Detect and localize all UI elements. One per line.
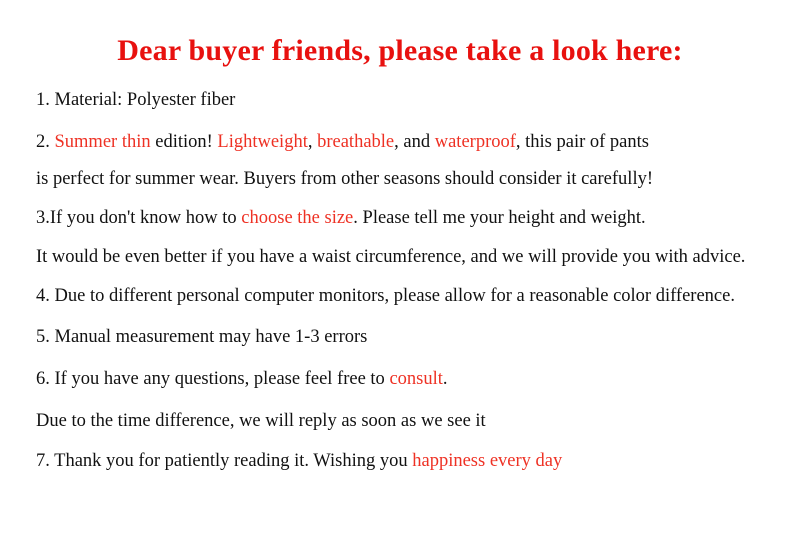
text-segment: is perfect for summer wear. Buyers from other seasons should consider it carefully! (36, 169, 653, 190)
text-segment: 2. (36, 132, 55, 153)
text-segment: , (307, 132, 318, 153)
notice-line-measurement-error (36, 326, 786, 348)
text-segment: , and (394, 132, 435, 153)
notice-list (14, 89, 786, 472)
notice-line-color-difference (36, 285, 786, 307)
text-segment: , this pair of pants (515, 132, 649, 153)
notice-line-summer-thin (36, 131, 786, 153)
text-segment: Due to the time difference, we will reply as soon as we see it (36, 410, 486, 431)
text-segment-highlight: choose the size (241, 207, 354, 228)
page-title: Dear buyer friends, please take a look here: (117, 34, 683, 67)
text-segment: 1. Material: Polyester fiber (36, 90, 236, 110)
text-segment-highlight: happiness every day (412, 450, 563, 471)
text-segment: . Please tell me your height and weight. (353, 207, 646, 228)
text-segment: 7. Thank you for patiently reading it. Wishing you (36, 450, 413, 471)
notice-line-consult (36, 368, 786, 390)
text-segment-highlight: consult (389, 369, 443, 390)
text-segment-highlight: Lightweight (217, 132, 308, 153)
notice-line-summer-wear (36, 168, 786, 190)
notice-line-material (36, 89, 786, 111)
notice-line-time-difference (36, 410, 786, 432)
text-segment: edition! (150, 132, 218, 153)
document-page (0, 34, 800, 538)
text-segment-highlight: Summer thin (54, 132, 151, 153)
text-segment: It would be even better if you have a waist circumference, and we will provide you with advice. (36, 246, 746, 267)
notice-line-thank-you (36, 450, 786, 472)
notice-line-waist-advice (36, 246, 786, 268)
notice-line-choose-size (36, 207, 786, 229)
text-segment: 4. Due to different personal computer monitors, please allow for a reasonable color difference. (36, 285, 735, 306)
text-segment-highlight: breathable (317, 132, 395, 153)
text-segment: 5. Manual measurement may have 1-3 errors (36, 327, 368, 348)
text-segment: . (442, 369, 448, 390)
text-segment: 3.If you don't know how to (36, 207, 242, 228)
text-segment-highlight: waterproof (434, 132, 516, 153)
text-segment: 6. If you have any questions, please feel free to (36, 369, 390, 390)
